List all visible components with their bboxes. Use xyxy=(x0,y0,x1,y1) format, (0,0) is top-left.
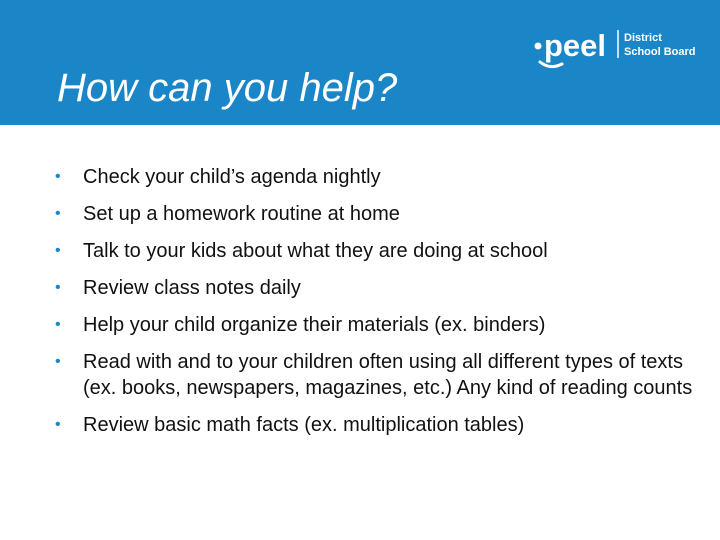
bullet-item xyxy=(55,312,705,338)
bullet-item xyxy=(55,349,705,401)
bullet-marker: • xyxy=(55,316,61,333)
logo-dot xyxy=(535,43,542,50)
bullet-item xyxy=(55,275,705,301)
bullet-marker: • xyxy=(55,168,61,185)
slide-title: How can you help? xyxy=(57,66,398,110)
bullet-marker: • xyxy=(55,205,61,222)
bullet-text: Help your child organize their materials (ex. binders) xyxy=(83,314,546,336)
bullet-marker: • xyxy=(55,279,61,296)
logo-text-school-board: School Board xyxy=(624,46,696,58)
bullet-item xyxy=(55,238,705,264)
bullet-marker: • xyxy=(55,416,61,433)
bullet-marker: • xyxy=(55,353,61,370)
peel-logo xyxy=(530,24,700,72)
bullet-text: Read with and to your children often using all different types of texts (ex. books, newspapers, magazines, etc.) Any kind of reading counts xyxy=(83,351,693,399)
bullet-text: Check your child’s agenda nightly xyxy=(83,166,381,188)
peel-logo-graphic xyxy=(530,24,700,72)
bullet-item xyxy=(55,412,705,438)
bullet-text: Talk to your kids about what they are doing at school xyxy=(83,240,548,262)
bullet-item xyxy=(55,164,705,190)
bullet-marker: • xyxy=(55,242,61,259)
logo-text-district: District xyxy=(624,32,662,44)
bullet-text: Review basic math facts (ex. multiplication tables) xyxy=(83,414,525,436)
bullet-text: Review class notes daily xyxy=(83,277,301,299)
header-banner xyxy=(0,0,720,125)
logo-wordmark: peel xyxy=(544,28,607,63)
bullet-text: Set up a homework routine at home xyxy=(83,203,400,225)
bullet-list xyxy=(55,164,705,449)
bullet-item xyxy=(55,201,705,227)
